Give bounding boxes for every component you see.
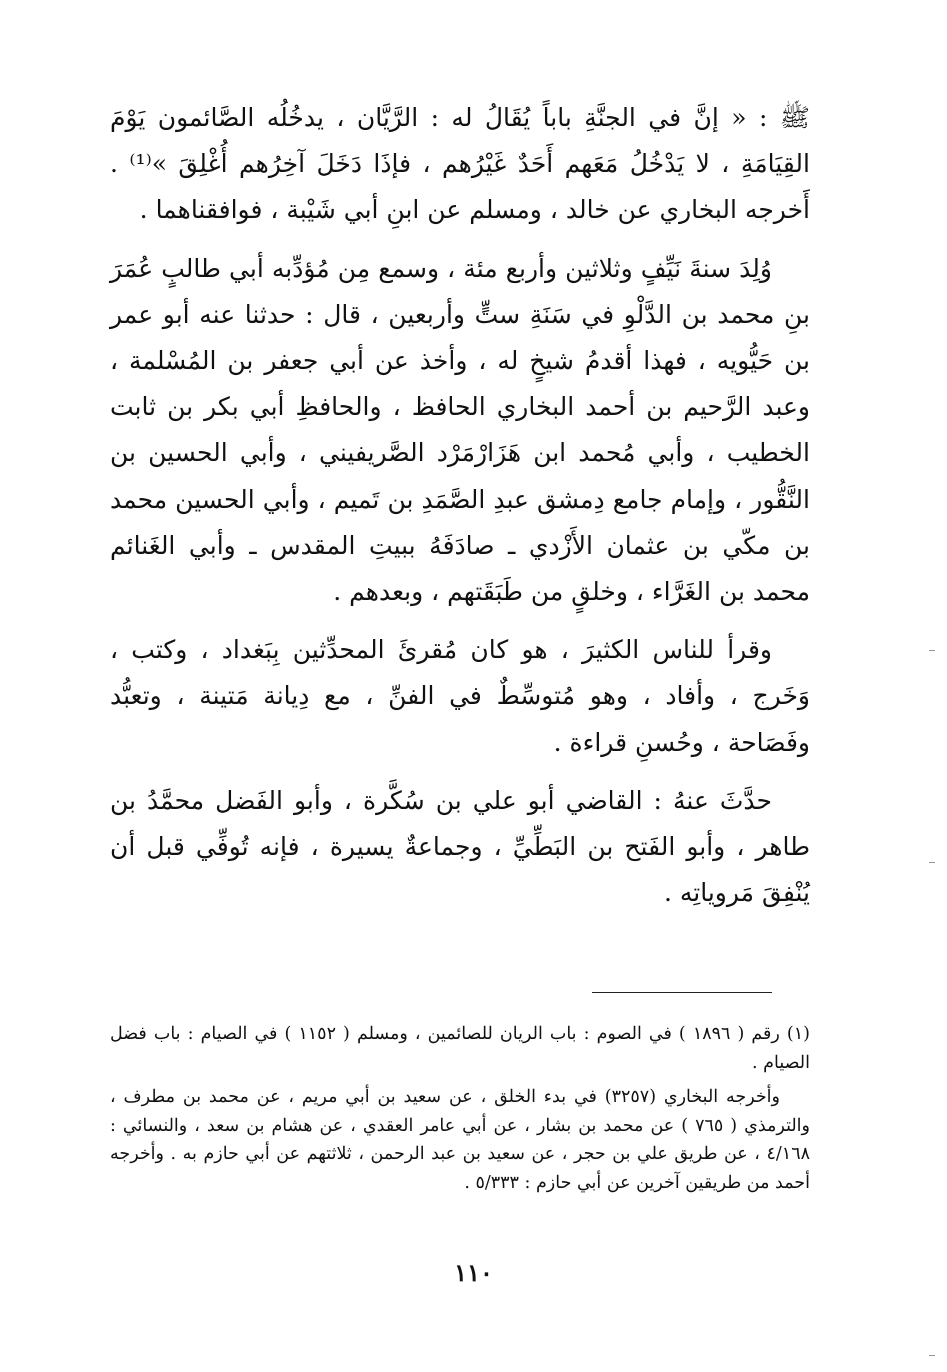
scan-edge-mark	[929, 1355, 935, 1356]
paragraph-teaching: وقرأ للناس الكثيرَ ، هو كان مُقرئَ المحدِّثين بِبَغداد ، وكتب ، وَخَرج ، وأفاد ، وهو مُتوسِّطٌ في الفنِّ ، مع دِيانة مَتينة ، وتعبُّد وفَصَاحة ، وحُسنِ قراءة .	[110, 635, 810, 757]
paragraph-birth-teachers: وُلِدَ سنةَ نَيِّفٍ وثلاثين وأربع مئة ، وسمع مِن مُؤدِّبه أبي طالبٍ عُمَرَ بنِ محمد بن الدَّلْوِ في سَنَةِ ستٍّ وأربعين ، قال : حدثنا عنه أبو عمر بن حَيُّويه ، فهذا أقدمُ شيخٍ له ، وأخذ عن أبي جعفر بن المُسْلمة ، وعبد الرَّحيم بن أحمد البخاري الحافظ ، والحافظِ أبي بكر بن ثابت الخطيب ، وأبي مُحمد ابن هَزَارْمَرْد الصَّريفيني ، وأبي الحسين بن النَّقُّور ، وإمام جامع دِمشق عبدِ الصَّمَدِ بن تَميم ، وأبي الحسين محمد بن مكّي بن عثمان الأَزْدي ـ صادَفَهُ ببيتِ المقدس ـ وأبي الغَنائم محمد بن الغَرَّاء ، وخلقٍ من طَبَقَتهم ، وبعدهم .	[110, 253, 810, 607]
paragraph-hadith: ﷺ : « إنَّ في الجنَّةِ باباً يُقَالُ له : الرَّيَّان ، يدخُلُه الصَّائمون يَوْمَ القِيَامَةِ ، لا يَدْخُلُ مَعَهم أَحَدٌ غَيْرُهم ، فإذَا دَخَلَ آخِرُهم أُغْلِقَ »⁽¹⁾ . أَخرجه البخاري عن خالد ، ومسلم عن ابنِ أبي شَيْبة ، فوافقناهما .	[110, 103, 810, 225]
page-number: ١١٠	[454, 1258, 493, 1287]
main-text	[110, 95, 810, 916]
scan-edge-mark	[929, 862, 935, 863]
footnotes	[110, 1020, 810, 1197]
scan-edge-mark	[929, 650, 935, 651]
footnote-1: (١) رقم ( ١٨٩٦ ) في الصوم : باب الريان للصائمين ، ومسلم ( ١١٥٢ ) في الصيام : باب فضل الصيام .	[110, 1024, 810, 1073]
footnote-separator	[592, 992, 772, 993]
footnote-1-continuation: وأخرجه البخاري (٣٢٥٧) في بدء الخلق ، عن سعيد بن أبي مريم ، عن محمد بن مطرف ، والترمذي ( ٧٦٥ ) عن محمد بن بشار ، عن أبي عامر العقدي ، عن هشام بن سعد ، والنسائي : ٤/١٦٨ ، عن طريق علي بن حجر ، عن سعيد بن عبد الرحمن ، ثلاثتهم عن أبي حازم به . وأخرجه أحمد من طريقين آخرين عن أبي حازم : ٥/٣٣٣ .	[110, 1087, 810, 1193]
paragraph-students: حدَّثَ عنهُ : القاضي أبو علي بن سُكَّرة ، وأبو الفَضل محمَّدُ بن طاهر ، وأبو الفَتح بن البَطِّيِّ ، وجماعةٌ يسيرة ، فإنه تُوفِّي قبل أن يُنْفِقَ مَروياتِه .	[110, 785, 810, 908]
